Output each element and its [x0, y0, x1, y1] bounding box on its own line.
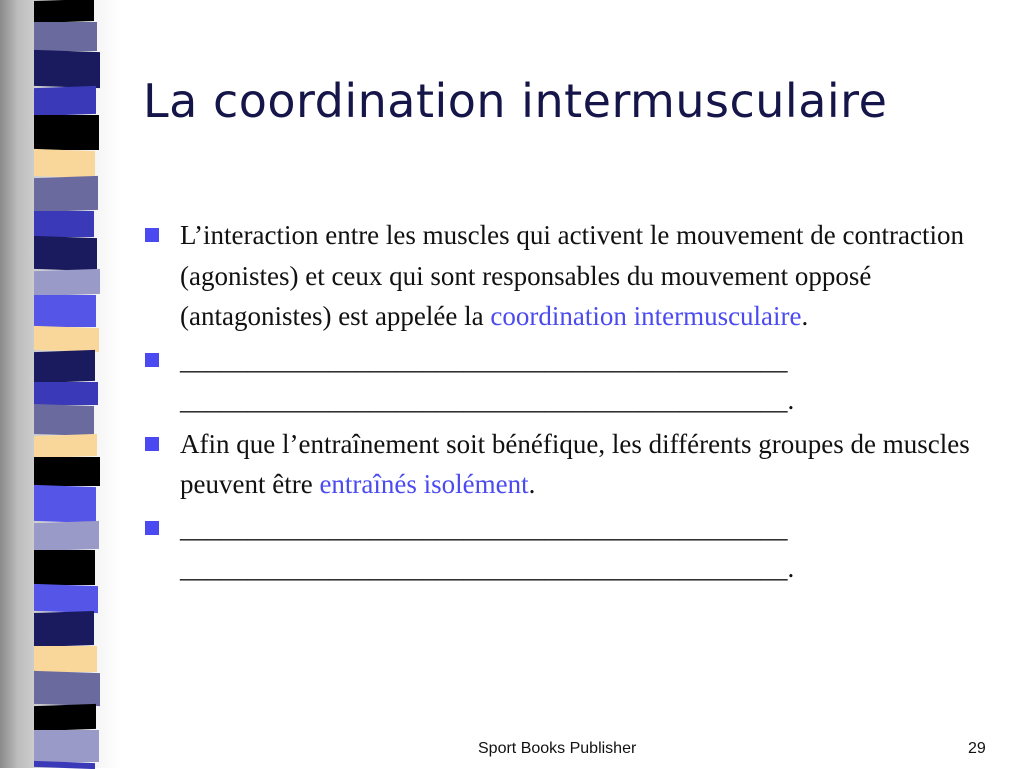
- stripe-segment: [34, 236, 97, 271]
- bullet-item-agonists: [145, 215, 1005, 337]
- square-bullet-icon: [145, 228, 159, 242]
- highlighted-term: coordination intermusculaire: [490, 301, 802, 331]
- bullet-text: L’interaction entre les muscles qui activent le mouvement de contraction (agonistes) et ceux qui sont responsables du mouvement opposé (antagonistes) est appelée la: [180, 220, 964, 331]
- stripe-segment: [34, 176, 98, 212]
- blank-line: _____________________________________________: [180, 344, 788, 375]
- stripe-segment: [34, 584, 98, 613]
- bullet-text: Afin que l’entraînement soit bénéfique, les différents groupes de muscles peuvent être: [180, 428, 970, 499]
- stripe-segment: [34, 86, 96, 116]
- stripe-segment: [34, 22, 97, 51]
- footer-publisher: Sport Books Publisher: [478, 740, 637, 757]
- stripe-segment: [34, 671, 100, 706]
- square-bullet-icon: [145, 353, 159, 367]
- square-bullet-icon: [145, 521, 159, 535]
- square-bullet-icon: [145, 437, 159, 451]
- stripe-segment: [34, 521, 99, 551]
- stripe-segment: [34, 0, 94, 23]
- stripe-segment: [34, 550, 95, 585]
- bullet-item-blank-2: [145, 508, 1005, 589]
- bullet-item-blank-1: [145, 340, 1005, 421]
- stripe-segment: [34, 211, 94, 237]
- highlighted-term: entraînés isolément: [319, 469, 529, 499]
- page-number: 29: [968, 740, 986, 757]
- stripe-segment: [34, 611, 94, 647]
- stripe-segment: [34, 295, 96, 327]
- stripe-segment: [34, 404, 94, 436]
- blank-line: _____________________________________________.: [180, 385, 795, 415]
- stripe-segment: [34, 434, 97, 458]
- stripe-segment: [34, 730, 99, 762]
- bullet-text-end: .: [801, 301, 809, 331]
- stripe-segment: [34, 485, 96, 523]
- stripe-segment: [34, 50, 100, 88]
- stripe-segment: [34, 149, 95, 178]
- stripe-segment: [34, 115, 99, 150]
- decorative-stripe: [0, 0, 130, 768]
- blank-line: _____________________________________________.: [180, 553, 795, 583]
- stripe-segment: [34, 457, 100, 486]
- slide-title: La coordination intermusculaire: [143, 74, 888, 128]
- bullet-list: [145, 215, 1005, 592]
- stripe-segment: [34, 704, 96, 731]
- stripe-segment: [34, 382, 98, 405]
- stripe-segment: [34, 326, 99, 352]
- stripe-segment: [34, 646, 97, 672]
- bullet-text-end: .: [528, 469, 536, 499]
- bullet-item-training: [145, 424, 1005, 505]
- blank-line: _____________________________________________: [180, 512, 788, 543]
- stripe-segment: [34, 269, 100, 296]
- stripe-segment: [34, 350, 95, 383]
